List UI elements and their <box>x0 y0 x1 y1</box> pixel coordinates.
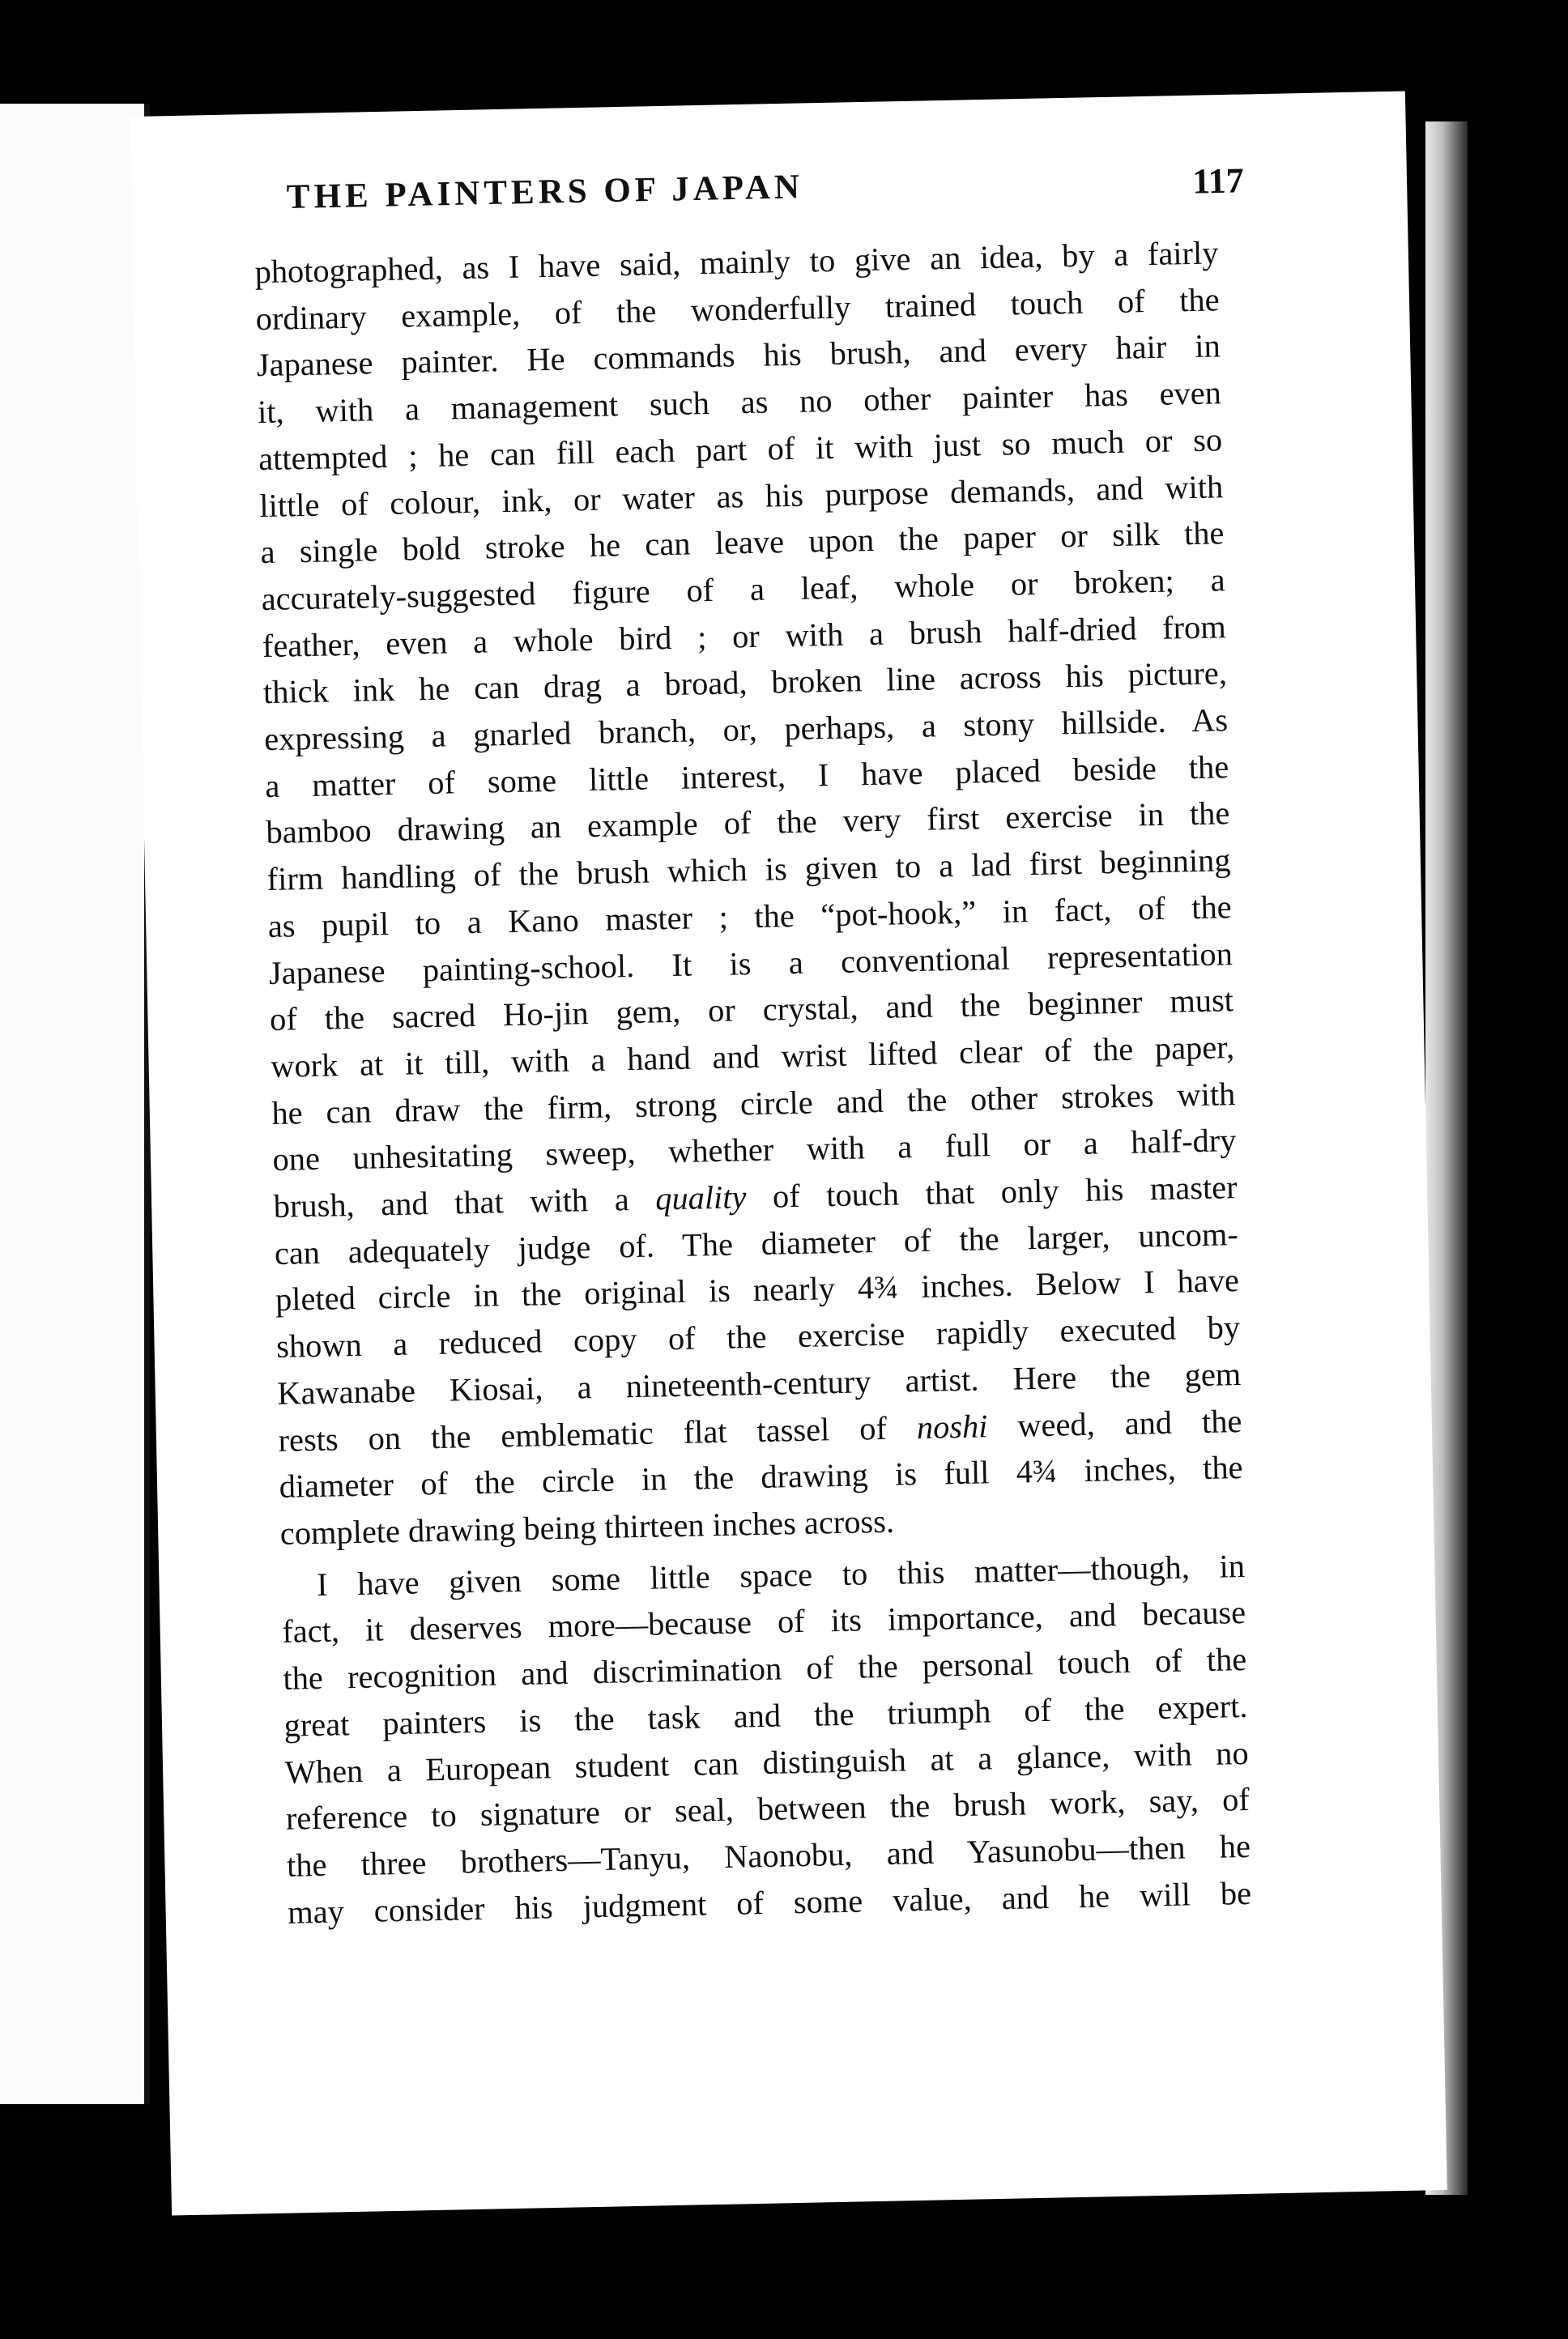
text-line: Japanese painter. He commands his brush, and every hair in <box>256 327 1221 384</box>
text-line: can adequately judge of. The diameter of the larger, uncom- <box>274 1215 1239 1272</box>
text-line: little of colour, ink, or water as his purpose demands, and with <box>258 467 1224 524</box>
italic-word: noshi <box>916 1407 988 1446</box>
text-line: diameter of the circle in the drawing is full 4¾ inches, the <box>279 1449 1243 1506</box>
body-text <box>254 229 1252 1936</box>
text-line: work at it till, with a hand and wrist lifted clear of the paper, <box>270 1029 1235 1084</box>
text-line: one unhesitating sweep, whether with a full or a half-dry <box>272 1122 1237 1178</box>
text-line: thick ink he can drag a broad, broken line across his picture, <box>262 654 1228 711</box>
text-line: a single bold stroke he can leave upon the paper or silk the <box>260 514 1225 571</box>
text-line: attempted ; he can fill each part of it with just so much or so <box>258 421 1223 477</box>
text-line: ordinary example, of the wonderfully trained touch of the <box>255 281 1220 337</box>
text-line: pleted circle in the original is nearly 4¾ inches. Below I have <box>275 1262 1240 1319</box>
text-line: expressing a gnarled branch, or, perhaps, a stony hillside. As <box>263 701 1229 758</box>
text-line: Japanese painting-school. It is a conventional representation <box>268 935 1234 991</box>
text-run: weed, and the <box>986 1402 1242 1444</box>
text-line: complete drawing being thirteen inches across. <box>279 1502 895 1552</box>
text-line: the three brothers—Tanyu, Naonobu, and Yasunobu—then he <box>286 1827 1251 1884</box>
text-line: may consider his judgment of some value, and he will be <box>287 1874 1252 1931</box>
text-line: it, with a management such as no other painter has even <box>257 374 1222 431</box>
text-line: a matter of some little interest, I have placed beside the <box>264 748 1229 804</box>
running-title: THE PAINTERS OF JAPAN <box>286 168 804 217</box>
text-run: brush, and that with a <box>273 1180 656 1225</box>
text-line: firm handling of the brush which is given to a lad first beginning <box>266 841 1231 898</box>
text-run: rests on the emblematic flat tassel of <box>278 1408 918 1459</box>
text-line: photographed, as I have said, mainly to give an idea, by a fairly <box>254 234 1219 291</box>
text-line: reference to signature or seal, between the brush work, say, of <box>285 1781 1251 1838</box>
text-line: as pupil to a Kano master ; the “pot-hook,” in fact, of the <box>267 888 1233 944</box>
text-run: of touch that only his master <box>745 1169 1238 1216</box>
text-line: bamboo drawing an example of the very first exercise in the <box>266 795 1230 851</box>
italic-word: quality <box>654 1178 747 1217</box>
text-line: the recognition and discrimination of the personal touch of the <box>283 1641 1247 1697</box>
text-line: I have given some little space to this matter—though, in <box>316 1547 1246 1603</box>
text-line: accurately-suggested figure of a leaf, whole or broken; a <box>261 561 1225 618</box>
previous-page-edge <box>0 104 146 2104</box>
text-line: of the sacred Ho-jin gem, or crystal, and the beginner must <box>269 982 1234 1038</box>
text-line: Kawanabe Kiosai, a nineteenth-century artist. Here the gem <box>276 1355 1242 1412</box>
page-number: 117 <box>1191 160 1245 202</box>
text-line: shown a reduced copy of the exercise rapidly executed by <box>275 1309 1241 1365</box>
text-line: When a European student can distinguish at a glance, with no <box>284 1734 1249 1791</box>
text-line: he can draw the firm, strong circle and the other strokes with <box>271 1075 1236 1131</box>
text-line: feather, even a whole bird ; or with a brush half-dried from <box>262 607 1227 664</box>
text-line: fact, it deserves more—because of its importance, and because <box>281 1594 1246 1651</box>
text-line: great painters is the task and the triumph of the expert. <box>283 1687 1248 1744</box>
